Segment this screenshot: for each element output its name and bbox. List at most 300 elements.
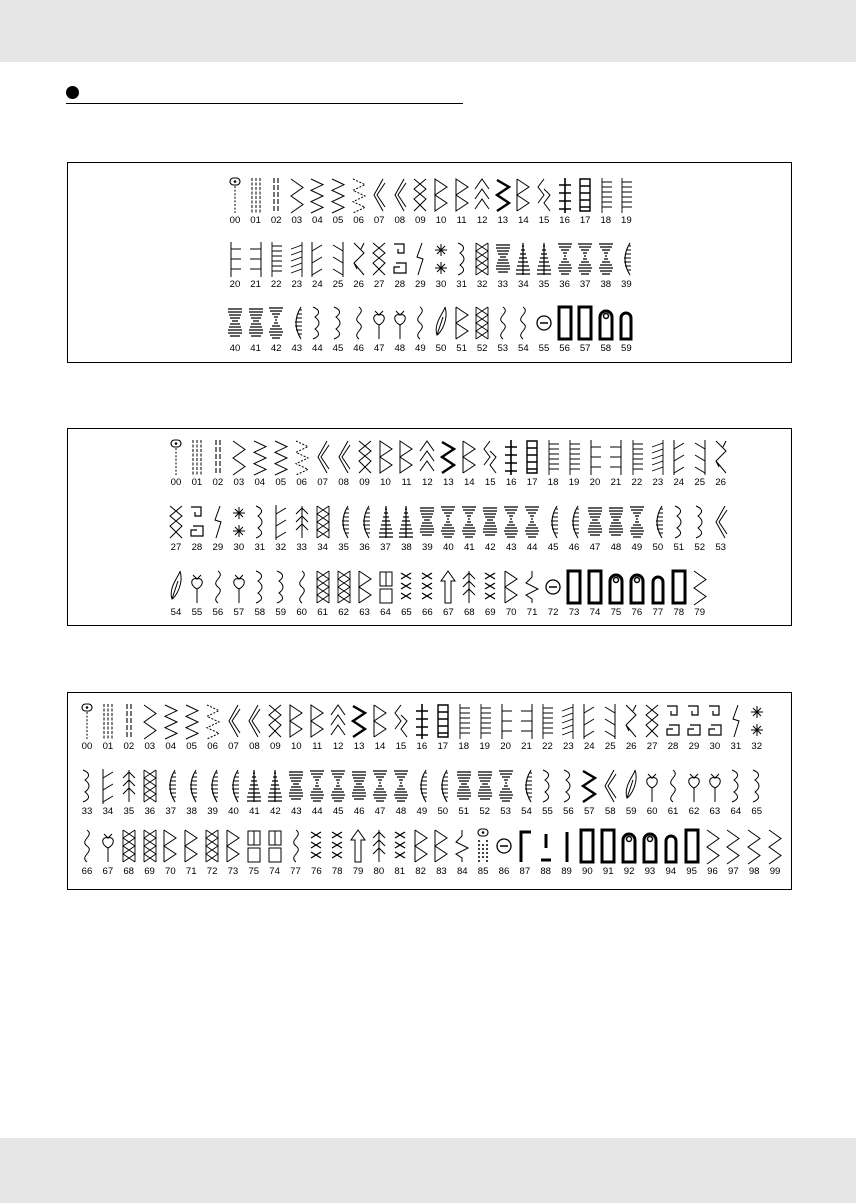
stitch-symbol-icon [475,703,495,741]
stitch-number: 76 [311,866,322,877]
stitch-symbol-icon [543,439,563,477]
stitch-number: 35 [123,806,135,817]
stitch-number: 63 [709,806,721,817]
stitch-number: 71 [185,866,197,877]
stitch-number: 49 [631,542,643,553]
stitch-symbol-icon [119,703,139,741]
stitch-symbol-icon [266,305,286,343]
stitch-symbol-icon [307,177,327,215]
stitch-number: 41 [249,806,260,817]
stitch-symbol-icon [244,768,264,806]
stitch-chart-60 [67,162,792,363]
page-footer-band [0,1138,856,1203]
stitch-number: 99 [769,866,781,877]
stitch-symbol-icon [493,241,513,279]
stitch-symbol-icon [98,703,118,741]
stitch-number: 26 [625,741,637,752]
stitch-symbol-icon [250,504,270,542]
stitch-number: 56 [559,343,570,354]
stitch-pattern-99 [765,828,785,880]
stitch-number: 08 [249,741,260,752]
page-header-band [0,0,856,62]
stitch-symbol-icon [459,569,479,607]
stitch-symbol-icon [327,828,347,866]
stitch-number: 29 [212,542,224,553]
stitch-number: 16 [505,477,517,488]
stitch-symbol-icon [307,703,327,741]
stitch-symbol-icon [265,828,285,866]
stitch-number: 82 [415,866,426,877]
stitch-number: 27 [646,741,658,752]
stitch-number: 33 [81,806,93,817]
stitch-symbol-icon [349,241,369,279]
stitch-symbol-icon [537,703,557,741]
stitch-number: 90 [582,866,593,877]
stitch-number: 57 [579,343,591,354]
stitch-number: 50 [435,343,447,354]
stitch-number: 02 [123,741,135,752]
stitch-number: 84 [456,866,468,877]
section-bullet-icon [66,86,79,99]
stitch-symbol-icon [472,177,492,215]
stitch-number: 36 [144,806,156,817]
stitch-number: 94 [665,866,677,877]
stitch-number: 14 [518,215,529,226]
stitch-number: 31 [254,542,266,553]
stitch-symbol-icon [229,504,249,542]
stitch-symbol-icon [287,177,307,215]
stitch-number: 09 [415,215,426,226]
stitch-symbol-icon [579,768,599,806]
stitch-symbol-icon [376,439,396,477]
stitch-number: 25 [604,741,616,752]
stitch-symbol-icon [265,703,285,741]
stitch-symbol-icon [642,768,662,806]
stitch-number: 02 [270,215,282,226]
stitch-pattern-79 [690,569,710,621]
stitch-symbol-icon [557,828,577,866]
stitch-symbol-icon [431,241,451,279]
stitch-number: 46 [353,343,364,354]
stitch-symbol-icon [438,504,458,542]
stitch-number: 16 [559,215,570,226]
stitch-symbol-icon [454,768,474,806]
stitch-number: 18 [458,741,470,752]
stitch-number: 25 [694,477,706,488]
stitch-number: 32 [476,279,488,290]
stitch-symbol-icon [663,703,683,741]
stitch-symbol-icon [452,828,472,866]
stitch-symbol-icon [266,241,286,279]
stitch-number: 62 [688,806,700,817]
stitch-number: 67 [102,866,114,877]
stitch-symbol-icon [266,177,286,215]
stitch-symbol-icon [522,504,542,542]
stitch-symbol-icon [166,569,186,607]
stitch-number: 12 [476,215,488,226]
stitch-number: 08 [394,215,406,226]
stitch-number: 30 [709,741,721,752]
stitch-number: 73 [568,607,580,618]
stitch-number: 53 [497,343,509,354]
stitch-number: 58 [604,806,616,817]
stitch-symbol-icon [208,504,228,542]
stitch-symbol-icon [355,569,375,607]
stitch-number: 37 [380,542,391,553]
stitch-symbol-icon [334,439,354,477]
stitch-number: 61 [317,607,328,618]
stitch-symbol-icon [480,569,500,607]
stitch-symbol-icon [98,768,118,806]
stitch-symbol-icon [621,768,641,806]
stitch-symbol-icon [307,305,327,343]
stitch-number: 07 [228,741,239,752]
stitch-number: 57 [233,607,245,618]
stitch-symbol-icon [369,305,389,343]
stitch-number: 33 [497,279,509,290]
stitch-number: 40 [228,806,239,817]
stitch-number: 28 [394,279,406,290]
stitch-number: 31 [730,741,742,752]
stitch-symbol-icon [376,504,396,542]
stitch-number: 29 [688,741,700,752]
stitch-symbol-icon [684,768,704,806]
stitch-number: 28 [191,542,203,553]
stitch-number: 37 [165,806,177,817]
stitch-number: 03 [144,741,156,752]
stitch-number: 23 [652,477,664,488]
stitch-symbol-icon [77,703,97,741]
stitch-number: 40 [229,343,241,354]
stitch-symbol-icon [703,828,723,866]
stitch-symbol-icon [575,177,595,215]
stitch-number: 29 [415,279,426,290]
stitch-number: 72 [547,607,559,618]
stitch-symbol-icon [765,828,785,866]
stitch-symbol-icon [292,569,312,607]
stitch-symbol-icon [555,305,575,343]
stitch-symbol-icon [452,177,472,215]
stitch-symbol-icon [669,569,689,607]
stitch-symbol-icon [606,439,626,477]
stitch-number: 52 [479,806,490,817]
stitch-symbol-icon [271,569,291,607]
stitch-number: 25 [332,279,344,290]
stitch-symbol-icon [522,569,542,607]
stitch-symbol-icon [454,703,474,741]
stitch-number: 55 [191,607,203,618]
stitch-number: 59 [621,343,632,354]
stitch-symbol-icon [313,504,333,542]
stitch-symbol-icon [606,569,626,607]
stitch-number: 38 [186,806,197,817]
stitch-symbol-icon [140,703,160,741]
stitch-number: 66 [422,607,433,618]
stitch-symbol-icon [396,504,416,542]
stitch-symbol-icon [244,703,264,741]
stitch-symbol-icon [328,768,348,806]
stitch-number: 56 [563,806,574,817]
stitch-number: 98 [748,866,760,877]
stitch-number: 62 [338,607,349,618]
stitch-symbol-icon [744,828,764,866]
stitch-number: 59 [275,607,287,618]
stitch-symbol-icon [438,569,458,607]
stitch-number: 44 [526,542,538,553]
stitch-symbol-icon [517,703,537,741]
stitch-symbol-icon [648,569,668,607]
stitch-symbol-icon [182,703,202,741]
stitch-symbol-icon [616,177,636,215]
stitch-symbol-icon [225,305,245,343]
stitch-number: 27 [170,542,182,553]
stitch-symbol-icon [349,768,369,806]
stitch-number: 33 [296,542,308,553]
stitch-number: 50 [652,542,664,553]
stitch-symbol-icon [747,703,767,741]
stitch-number: 91 [602,866,614,877]
stitch-number: 58 [600,343,612,354]
stitch-number: 11 [456,215,467,226]
stitch-symbol-icon [77,768,97,806]
stitch-symbol-icon [246,305,266,343]
stitch-number: 05 [275,477,287,488]
stitch-number: 22 [542,741,553,752]
stitch-symbol-icon [265,768,285,806]
stitch-number: 15 [538,215,550,226]
stitch-symbol-icon [417,439,437,477]
stitch-symbol-icon [493,305,513,343]
stitch-number: 61 [667,806,679,817]
stitch-symbol-icon [564,569,584,607]
stitch-number: 63 [359,607,370,618]
stitch-symbol-icon [513,305,533,343]
stitch-symbol-icon [513,177,533,215]
stitch-number: 79 [352,866,364,877]
stitch-symbol-icon [564,439,584,477]
stitch-number: 65 [751,806,763,817]
stitch-number: 74 [269,866,280,877]
stitch-symbol-icon [313,439,333,477]
stitch-symbol-icon [726,703,746,741]
stitch-symbol-icon [396,439,416,477]
stitch-number: 13 [353,741,365,752]
stitch-number: 24 [583,741,595,752]
stitch-symbol-icon [412,703,432,741]
stitch-number: 65 [401,607,412,618]
stitch-symbol-icon [431,828,451,866]
stitch-symbol-icon [181,828,201,866]
stitch-number: 20 [500,741,511,752]
stitch-number: 21 [521,741,532,752]
stitch-symbol-icon [627,439,647,477]
stitch-symbol-icon [390,241,410,279]
stitch-chart-80 [67,428,792,626]
stitch-number: 97 [728,866,739,877]
stitch-number: 23 [563,741,574,752]
stitch-number: 19 [568,477,580,488]
stitch-symbol-icon [433,703,453,741]
stitch-pattern-59 [616,305,636,357]
stitch-symbol-icon [208,569,228,607]
stitch-number: 93 [644,866,656,877]
stitch-symbol-icon [472,305,492,343]
stitch-symbol-icon [690,569,710,607]
stitch-number: 38 [600,279,612,290]
stitch-number: 47 [374,806,386,817]
stitch-symbol-icon [555,241,575,279]
stitch-number: 73 [227,866,239,877]
stitch-pattern-39 [616,241,636,293]
stitch-number: 37 [579,279,591,290]
stitch-symbol-icon [515,828,535,866]
stitch-number: 60 [296,607,308,618]
stitch-number: 57 [583,806,595,817]
stitch-symbol-icon [306,828,326,866]
stitch-symbol-icon [433,768,453,806]
stitch-number: 68 [463,607,475,618]
stitch-number: 68 [123,866,135,877]
stitch-symbol-icon [585,569,605,607]
stitch-symbol-icon [225,241,245,279]
stitch-symbol-icon [579,703,599,741]
stitch-number: 04 [254,477,266,488]
stitch-symbol-icon [98,828,118,866]
stitch-symbol-icon [723,828,743,866]
stitch-symbol-icon [355,439,375,477]
stitch-symbol-icon [229,569,249,607]
stitch-symbol-icon [496,703,516,741]
stitch-symbol-icon [493,177,513,215]
stitch-symbol-icon [648,504,668,542]
stitch-number: 22 [270,279,282,290]
stitch-number: 07 [373,215,385,226]
stitch-symbol-icon [648,439,668,477]
stitch-number: 55 [538,343,550,354]
stitch-number: 46 [568,542,580,553]
stitch-symbol-icon [140,768,160,806]
stitch-number: 06 [353,215,364,226]
stitch-symbol-icon [119,768,139,806]
stitch-number: 66 [81,866,93,877]
stitch-number: 19 [479,741,490,752]
stitch-number: 21 [610,477,622,488]
stitch-symbol-icon [616,241,636,279]
stitch-number: 12 [422,477,433,488]
stitch-symbol-icon [606,504,626,542]
stitch-symbol-icon [391,703,411,741]
stitch-symbol-icon [246,177,266,215]
stitch-symbol-icon [480,439,500,477]
stitch-number: 09 [270,741,281,752]
stitch-symbol-icon [496,768,516,806]
stitch-number: 76 [631,607,643,618]
stitch-number: 18 [547,477,559,488]
stitch-symbol-icon [513,241,533,279]
stitch-number: 09 [359,477,370,488]
stitch-number: 27 [373,279,385,290]
stitch-symbol-icon [119,828,139,866]
stitch-symbol-icon [472,241,492,279]
stitch-symbol-icon [417,504,437,542]
stitch-number: 51 [673,542,685,553]
stitch-symbol-icon [187,569,207,607]
stitch-number: 74 [589,607,601,618]
stitch-symbol-icon [627,504,647,542]
stitch-number: 86 [498,866,510,877]
stitch-number: 06 [296,477,308,488]
stitch-symbol-icon [369,177,389,215]
stitch-number: 35 [338,542,349,553]
stitch-symbol-icon [349,703,369,741]
stitch-number: 78 [673,607,685,618]
stitch-number: 49 [416,806,428,817]
stitch-symbol-icon [501,504,521,542]
stitch-symbol-icon [534,241,554,279]
stitch-number: 52 [476,343,488,354]
stitch-symbol-icon [271,504,291,542]
stitch-symbol-icon [459,504,479,542]
stitch-symbol-icon [585,504,605,542]
stitch-pattern-26 [711,439,731,491]
stitch-symbol-icon [287,305,307,343]
stitch-symbol-icon [534,177,554,215]
stitch-number: 70 [505,607,517,618]
stitch-symbol-icon [558,768,578,806]
stitch-symbol-icon [328,703,348,741]
stitch-symbol-icon [334,569,354,607]
stitch-number: 34 [102,806,114,817]
stitch-number: 24 [312,279,323,290]
stitch-number: 12 [332,741,344,752]
stitch-number: 43 [291,343,303,354]
stitch-symbol-icon [166,439,186,477]
stitch-symbol-icon [250,439,270,477]
stitch-number: 17 [437,741,449,752]
stitch-number: 71 [526,607,538,618]
stitch-number: 15 [484,477,496,488]
stitch-number: 42 [270,806,281,817]
stitch-number: 47 [589,542,601,553]
stitch-number: 50 [437,806,449,817]
stitch-symbol-icon [202,828,222,866]
stitch-number: 77 [652,607,664,618]
stitch-symbol-icon [390,177,410,215]
stitch-symbol-icon [225,177,245,215]
stitch-number: 48 [394,343,406,354]
stitch-symbol-icon [160,828,180,866]
stitch-number: 53 [715,542,727,553]
stitch-symbol-icon [187,504,207,542]
stitch-symbol-icon [412,768,432,806]
stitch-number: 35 [538,279,550,290]
stitch-number: 48 [395,806,407,817]
stitch-number: 45 [332,343,344,354]
stitch-symbol-icon [684,703,704,741]
stitch-symbol-icon [596,305,616,343]
stitch-number: 01 [102,741,114,752]
stitch-symbol-icon [244,828,264,866]
stitch-number: 45 [332,806,344,817]
stitch-symbol-icon [501,439,521,477]
stitch-symbol-icon [621,703,641,741]
stitch-number: 11 [401,477,412,488]
stitch-symbol-icon [711,439,731,477]
stitch-number: 64 [730,806,742,817]
stitch-number: 51 [456,343,467,354]
stitch-number: 30 [233,542,245,553]
stitch-number: 30 [435,279,447,290]
